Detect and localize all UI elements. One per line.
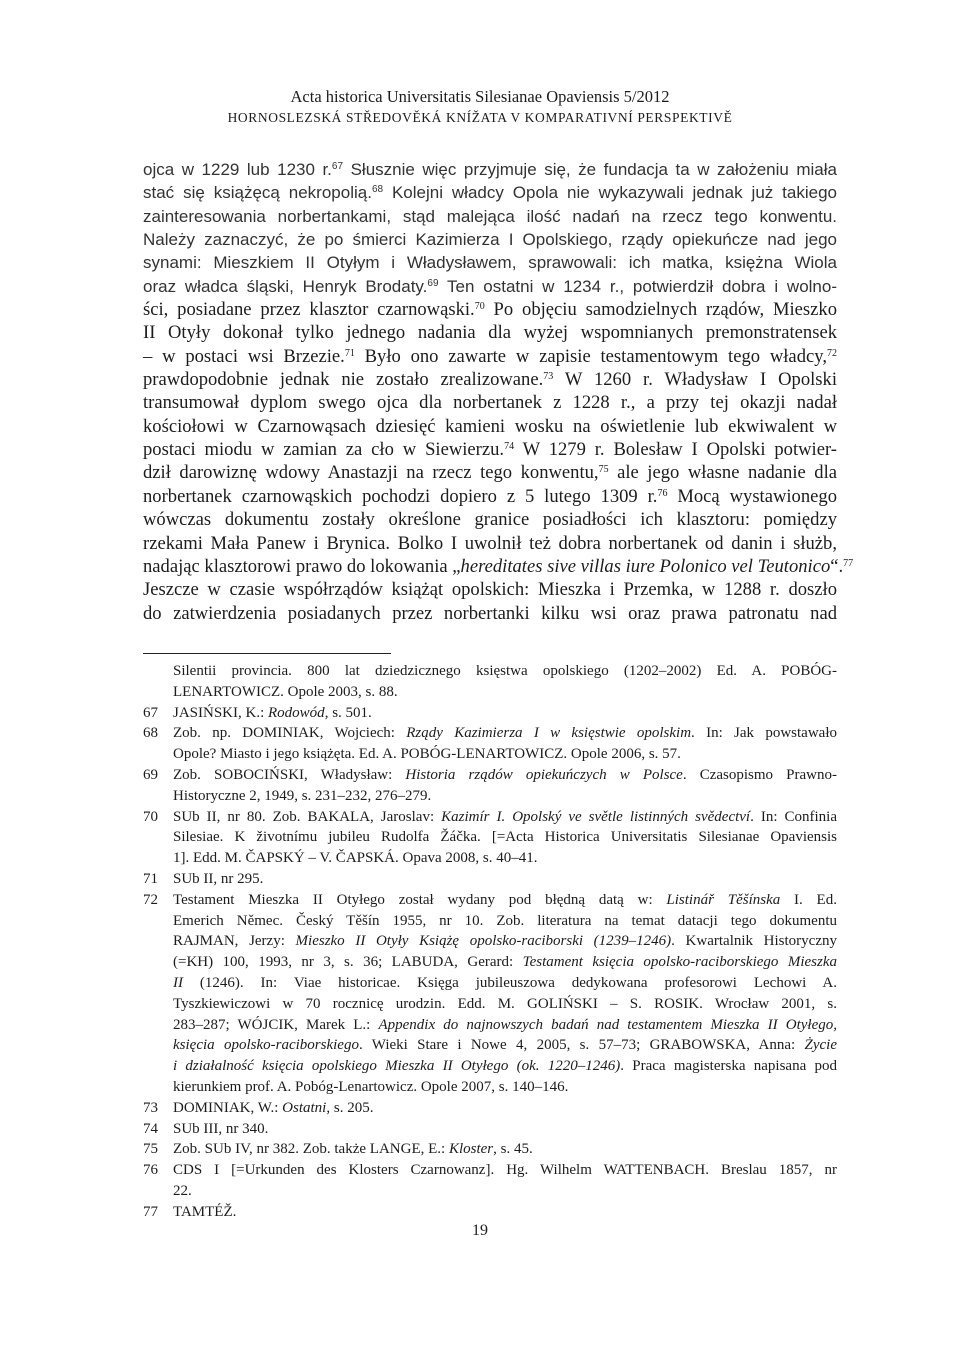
footnote-ref[interactable]: 68 [371,184,384,196]
footnote-ref[interactable]: 73 [543,371,554,383]
footnote-number: 77 [143,1203,158,1220]
text-line: do zatwierdzenia posiadanych przez norbertanki kilku wsi oraz prawa patronatu nad [143,602,837,624]
text-line: ojca w 1229 lub 1230 r.$^{67}$ Słusznie więc przyjmuje się, że fundacja ta w założeniu miała [143,160,837,179]
footnote-number: 68 [143,725,158,742]
text-line: postaci miodu w zamian za cło w Siewierzu.$^{74}$ W 1279 r. Bolesław I Opolski potwier- [143,439,837,461]
text-line: II Otyły dokonał tylko jednego nadania dla wyżej wspomnianych premonstratensek [143,322,837,344]
footnote-77: 77 TAMTÉŽ. [143,1202,837,1223]
text-line: stać się książęcą nekropolią.$^{68}$ Kolejni władcy Opola nie wykazywali jednak już takiego [143,183,837,203]
footnote-74: 74 SUb III, nr 340. [143,1119,837,1140]
footnote-72: 72 Testament Mieszka II Otyłego został wydany pod błędną datą w: Listinář Těšínska I. Ed. Emerich Němec. Český Těšín 1955, nr 10. Zob. literatura na temat datacji tego dokumentu RAJMAN, Jerzy: Mieszko II Otyły Książę opolsko-raciborski (1239–1246). Kwartalnik Historyczny (=KH) 100, 1993, nr 3, s. 36; LABUDA, Gerard: Testament księcia opolsko-raciborskiego Mieszka II (1246). In: Viae historicae. Księga jubileuszowa dedykowana profesorowi Lechowi A. Tyszkiewiczowi w 70 rocznicę urodzin. Edd. M. GOLIŃSKI – S. ROSIK. Wrocław 2001, s. 283–287; WÓJCIK, Marek L.: Appendix do najnowszych badań nad testamentem Mieszka II Otyłego, księcia opolsko-raciborskiego. Wieki Stare i Nowe 4, 2005, s. 57–73; GRABOWSKA, Anna: Życie i działalność księcia opolskiego Mieszka II Otyłego (ok. 1220–1246). Praca magisterska napisana pod kierunkiem prof. A. Pobóg-Lenartowicz. Opole 2007, s. 140–146. [143,891,838,1095]
footnote-number: 72 [143,891,158,908]
footnote-70: 70 SUb II, nr 80. Zob. BAKALA, Jaroslav: Kazimír I. Opolský ve světle listinných svědectví. In: Confinia Silesiae. K životnímu jubileu Rudolfa Žáčka. [=Acta Historica Universitatis Silesianae Opaviensis 1]. Edd. M. ČAPSKÝ – V. ČAPSKÁ. Opava 2008, s. 40–41. [143,808,838,867]
journal-title: Acta historica Universitatis Silesianae Opaviensis 5/2012 [290,87,670,106]
text-line: wówczas dokumentu zostały określone granice posiadłości ich klasztoru: pomiędzy [143,509,837,531]
main-text [143,158,854,625]
footnote-68: 68 Zob. np. DOMINIAK, Wojciech: Rządy Kazimierza I w księstwie opolskim. In: Jak powstawało Opole? Miasto i jego książęta. Ed. A. POBÓG-LENARTOWICZ. Opole 2006, s. 57. [143,725,837,763]
text-line: ści, posiadane przez klasztor czarnowąski.$^{70}$ Po objęciu samodzielnych rządów, Mieszko [143,299,837,321]
footnote-number: 71 [143,870,158,887]
footnote-divider [143,653,391,654]
footnote-number: 75 [143,1141,158,1158]
footnote-continuation: Silentii provincia. 800 lat dziedzicznego księstwa opolskiego (1202–2002) Ed. A. POBÓG- LENARTOWICZ. Opole 2003, s. 88. [173,663,837,700]
text-line: dził darowiznę wdowy Anastazji na rzecz tego konwentu,$^{75}$ ale jego własne nadanie dla [143,462,837,484]
text-line: – w postaci wsi Brzezie.$^{71}$ Było ono zawarte w zapisie testamentowym tego władcy,$^{72}$ [143,345,837,367]
text-line: rzekami Mała Panew i Brynica. Bolko I uwolnił też dobra norbertanek od danin i służb, [143,532,837,554]
page-number: 19 [472,1222,488,1239]
text-line: prawdopodobnie jednak nie zostało zrealizowane.$^{73}$ W 1260 r. Władysław I Opolski [143,369,837,391]
footnote-ref[interactable]: 76 [657,487,668,499]
footnote-number: 73 [143,1099,158,1116]
text-line: synami: Mieszkiem II Otyłym i Władysławem, sprawowali: ich matka, księżna Wiola [143,253,837,273]
text-line: nadając klasztorowi prawo do lokowania „hereditates sive villas iure Polonico vel Teutonico“.$^{77}$ [143,555,854,577]
latin-quote: hereditates sive villas iure Polonico vel Teutonico [460,555,831,577]
footnote-ref[interactable]: 72 [826,347,837,359]
footnote-ref[interactable]: 75 [598,464,609,476]
footnote-71: 71 SUb II, nr 295. [143,869,837,890]
footnote-ref[interactable]: 71 [344,347,355,359]
footnote-76: 76 CDS I [=Urkunden des Klosters Czarnowanz]. Hg. Wilhelm WATTENBACH. Breslau 1857, nr 22. [143,1162,837,1199]
footnote-75: 75 Zob. SUb IV, nr 382. Zob. także LANGE, E.: Kloster, s. 45. [143,1139,837,1160]
footnote-ref[interactable]: 74 [504,441,515,453]
footnote-ref[interactable]: 69 [427,277,439,289]
footnote-67: 67 JASIŃSKI, K.: Rodowód, s. 501. [143,703,837,724]
footnote-number: 70 [143,808,158,825]
footnote-73: 73 DOMINIAK, W.: Ostatni, s. 205. [143,1098,837,1119]
text-line: oraz władca śląski, Henryk Brodaty.$^{69}$ Ten ostatni w 1234 r., potwierdził dobra i wolno- [143,276,838,296]
footnote-number: 67 [143,704,158,721]
running-header [0,86,960,128]
text-line: kościołowi w Czarnowąsach dziesięć kamieni wosku na oświetlenie lub ekwiwalent w [143,415,837,437]
footnote-ref[interactable]: 77 [843,557,854,569]
footnote-ref[interactable]: 67 [331,161,344,172]
text-line: norbertanek czarnowąskich pochodzi dopiero z 5 lutego 1309 r.$^{76}$ Mocą wystawionego [143,485,838,507]
footnote-number: 74 [143,1120,158,1137]
footnote-69: 69 Zob. SOBOCIŃSKI, Władysław: Historia rządów opiekuńczych w Polsce. Czasopismo Prawno- Historyczne 2, 1949, s. 231–232, 276–279. [143,766,837,804]
text-line: Należy zaznaczyć, że po śmierci Kazimierza I Opolskiego, rządy opiekuńcze nad jego [143,230,837,250]
footnote-number: 76 [143,1162,158,1179]
text-line: zainteresowania norbertankami, stąd malejąca ilość nadań na rzecz tego konwentu. [143,206,837,226]
text-line: transumował dyplom swego ojca dla norbertanek z 1228 r., a przy tej okazji nadał [143,392,837,414]
text-line: Jeszcze w czasie współrządów książąt opolskich: Mieszka i Przemka, w 1288 r. doszło [143,579,837,601]
footnote-ref[interactable]: 70 [474,301,485,313]
footnote-number: 69 [143,766,158,783]
series-title: HORNOSLEZSKÁ STŘEDOVĚKÁ KNÍŽATA V KOMPARATIVNÍ PERSPEKTIVĚ [227,110,733,125]
footnotes [143,661,837,1223]
